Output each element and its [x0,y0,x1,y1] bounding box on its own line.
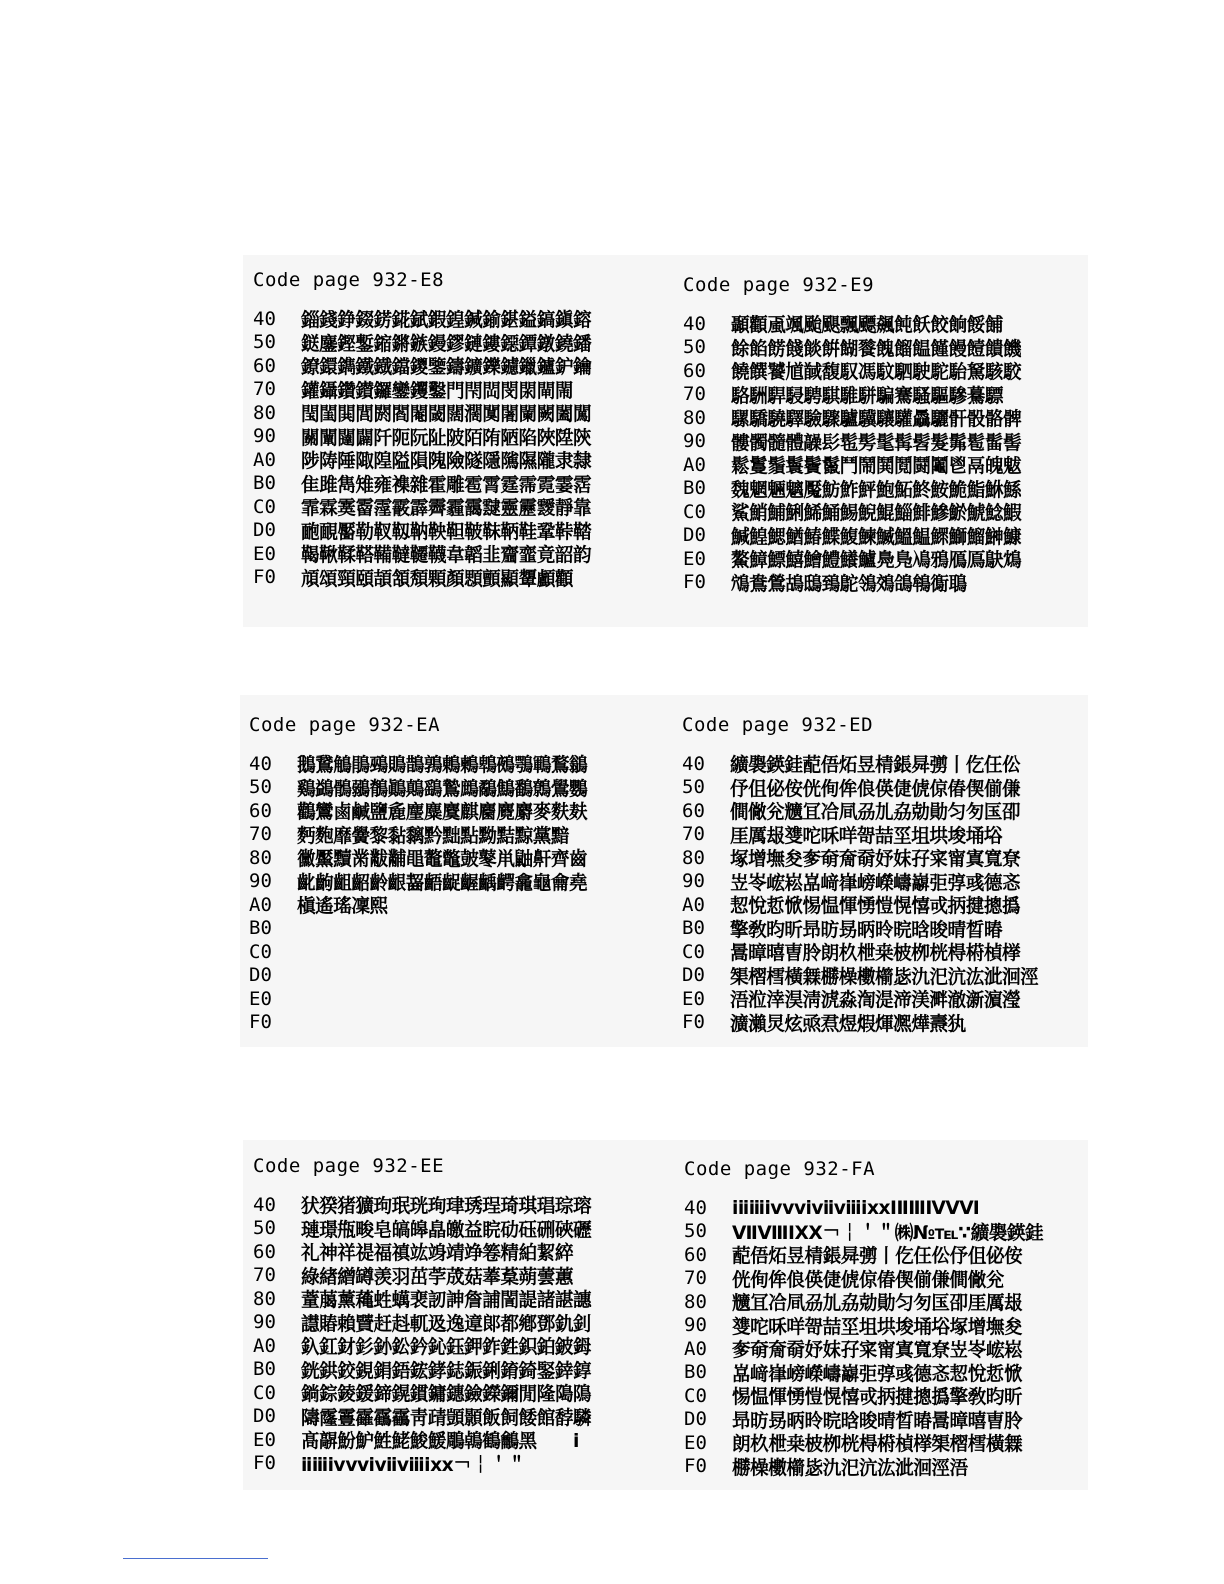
row-chars: ⅦⅧⅨⅩ￢￤＇＂㈱№℡∵纊褜鍈銈 [732,1221,1044,1244]
row-code: 90 [249,870,272,893]
row-chars: 塚增墲夋奓奛奝奣妤妺孖寀甯寘寬尞 [730,848,1021,871]
row-chars: 嵓﨑嵂嵭嶸嶹巐弡弴彧德忞恝悅悊惞 [732,1362,1023,1385]
row-code: 90 [253,425,276,448]
row-code: E0 [253,1428,276,1451]
table-row [683,312,1103,336]
panel-title: Code page 932-E9 [683,274,875,296]
table-row [249,987,669,1011]
table-row [253,448,673,472]
row-chars: 擎敎昀昕昻昉昮昞昤晥晗晙晴晳暙 [730,918,1002,941]
row-chars: 纊褜鍈銈蓜俉炻昱棈鋹曻彅丨仡仼伀 [730,754,1021,777]
table-row [684,1361,1104,1385]
table-row [253,472,673,496]
row-code: 40 [253,307,276,330]
table-row [683,571,1103,595]
table-row [249,752,669,776]
table-row [253,1217,673,1241]
row-chars: 駱駲駻駸騁騏騅駢騙騫騷驅驂驀驃 [731,384,1003,407]
table-row [249,823,669,847]
table-row [253,378,673,402]
row-chars: 惕愠惲愑愷愰憘戓抦揵摠撝擎敎昀昕 [732,1386,1023,1409]
row-chars: 橳橾櫢櫤毖氿汜沆汯泚洄涇浯 [732,1456,968,1479]
row-code: C0 [683,500,706,523]
row-chars: 暠暲暿曺朎朗杦枻桒柀栁桄棏﨓楨﨔 [730,942,1021,965]
row-code: 40 [682,752,705,775]
table-row [253,519,673,543]
row-chars: 譿賰賴贒赶﨣軏﨤逸遧郞都鄕鄧釚釗 [301,1312,592,1335]
table-row [253,495,673,519]
table-row [683,477,1103,501]
row-code: E0 [683,547,706,570]
row-chars: 鞨鞦鞣鞳鞴韃韆韈韋韜韭齏韲竟韶韵 [301,544,592,567]
panel-title: Code page 932-ED [682,714,874,736]
table-row [249,964,669,988]
row-chars: 伃伹佖侒侊侚侔俍偀倢俿倞偆偰偂傔 [730,777,1021,800]
row-code: C0 [253,495,276,518]
table-row [684,1290,1104,1314]
row-chars: 銧鉷鉸鋧鋗鋙鋐﨧鋕鋠鋓錥錡鋻﨨錞 [301,1359,592,1382]
table-row [253,1287,673,1311]
table-row [253,354,673,378]
row-code: E0 [249,987,272,1010]
row-chars: 浯涖涬淏淸淲淼渹湜渧渼溿澈澵濵瀅 [730,989,1021,1012]
table-row [253,1311,673,1335]
row-chars: 犾猤猪獷玽珉珖珣珒琇珵琦琪琩琮瑢 [301,1195,592,1218]
row-code: 50 [253,1217,276,1240]
table-row [253,1428,673,1452]
row-code: 70 [683,383,706,406]
footnote-divider [123,1558,268,1559]
row-code: 60 [683,359,706,382]
table-row [253,1452,673,1476]
table-row [684,1314,1104,1338]
row-code: 70 [684,1267,707,1290]
row-code: A0 [682,893,705,916]
row-chars: 齔齣齟齠齡齦齧齬齪齷齲齶龕龜龠堯 [297,871,588,894]
panel-title: Code page 932-EA [249,714,441,736]
row-chars: 隯霳霻靃靍靏靑靕顗顥飯飼餧館馞驎 [301,1406,592,1429]
row-chars: 﨎咜咊咩哿喆坙坥垬埈埇﨏塚增墲夋 [732,1315,1023,1338]
row-chars: 鰲鱆鰾鱚鱠鱧鱶鱸鳧鳬鳰鴉鴈鳫鴃鴆 [731,549,1022,572]
row-chars: 鵝鵞鵤鵑鵐鵙鵲鶉鶇鶫鵯鵺鶚鶤鶩鶲 [297,754,588,777]
table-row [682,940,1102,964]
row-code: 80 [683,406,706,429]
table-row [249,893,669,917]
table-row [253,331,673,355]
row-chars: 騾驕驍驛驗驟驢驥驤驩驫驪骭骰骼髀 [731,408,1022,431]
row-chars: 鰔鰉鰓鰌鰆鰈鰒鰊鰄鰮鰛鰥鰤鰡鰰鱇 [731,525,1022,548]
row-chars: 黴黶黷黹黻黼黽鼇鼈皷鼕鼡鼬鼾齊齒 [297,848,588,871]
table-row [684,1196,1104,1220]
row-code: B0 [682,917,705,940]
row-code: A0 [253,448,276,471]
row-code: 80 [253,401,276,424]
row-chars: 饒饌饕馗馘馥馭馮馼駟駛駝駘駑駭駮 [731,361,1022,384]
row-code: 90 [253,1311,276,1334]
row-chars: 槇遙瑤凜熙 [297,895,388,918]
row-chars: 閠閨閧閭閼閻閹閾闊濶闃闍闌闕闔闖 [301,403,592,426]
row-code: E0 [684,1431,707,1454]
row-chars: ⅱⅲⅳⅴⅵⅶⅷⅸⅹ￢￤＇＂ [301,1453,526,1476]
row-chars: 鎹鏖鏗鏨鏥鏘鏃鏝鏐鏈鏤鐚鐔鐓鐃鐇 [301,332,592,355]
row-chars: 魏魍魎魑魘魴鮓鮃鮑鮖鮗鮟鮠鮨鮴鯀 [731,478,1022,501]
row-code: 80 [684,1290,707,1313]
row-code: F0 [682,1011,705,1034]
row-code: A0 [684,1337,707,1360]
row-chars: 關闡闥闢阡阨阮阯陂陌陏陋陷陜陞陝 [301,426,592,449]
row-code: D0 [253,1405,276,1428]
panel-title: Code page 932-E8 [253,269,445,291]
row-code: F0 [249,1011,272,1034]
table-row [684,1408,1104,1432]
table-row [249,940,669,964]
table-row [682,964,1102,988]
row-chars: 釞釭釮釤釥鈆鈐鈊鈺鉀鈼鉎鉙鉑鈹鉧 [301,1336,592,1359]
row-chars: 顳顴颪颯颱颶飄飃飆飩飫餃餉餒餔 [731,314,1003,337]
table-row [683,406,1103,430]
row-code: D0 [683,524,706,547]
row-chars: 昻昉昮昞昤晥晗晙晴晳暙暠暲暿曺朎 [732,1409,1023,1432]
row-chars: 綠緖繒罇羡羽茁荢荿菇菶葈蒴蕓蕙 [301,1265,573,1288]
row-code: 60 [682,799,705,822]
row-chars: 瀇瀨炅炫焏焄煜煆煇凞燁燾犱 [730,1012,966,1035]
table-row [683,430,1103,454]
row-chars: 岦岺峵崧嵓﨑嵂嵭嶸嶹巐弡弴彧德忞 [730,871,1021,894]
row-code: 70 [249,823,272,846]
table-row [684,1243,1104,1267]
row-chars: 鯊鮹鯆鯏鯑鯒鯣鯢鯤鯔鯡鰺鯲鯱鯰鰕 [731,502,1022,525]
row-chars: 錙錢錚錣錺錵錻鍜鍠鍼鍮鍖鎰鎬鎭鎔 [301,309,592,332]
table-row [253,1264,673,1288]
table-row [683,359,1103,383]
row-chars: 璉璟甁畯皂皜皞皛皦益睆劯砡硎硤礰 [301,1218,592,1241]
table-row [682,893,1102,917]
row-chars: 朗杦枻桒柀栁桄棏﨓楨﨔榘槢樰橫橆 [732,1433,1023,1456]
table-row [683,524,1103,548]
row-code: A0 [683,453,706,476]
panel-title: Code page 932-FA [684,1158,876,1180]
table-row [684,1337,1104,1361]
table-row [253,1193,673,1217]
table-row [249,846,669,870]
row-code: D0 [682,964,705,987]
row-chars: 鋿錝錂鍰鍗鎤鏆鏞鏸鐱鑅鑈閒隆﨩隝 [301,1383,592,1406]
row-code: 80 [253,1287,276,1310]
table-row [682,1011,1102,1035]
row-code: F0 [253,566,276,589]
row-code: D0 [684,1408,707,1431]
row-code: 40 [253,1193,276,1216]
table-row [253,307,673,331]
table-row [682,776,1102,800]
row-code: 80 [682,846,705,869]
row-chars: ⅰⅱⅲⅳⅴⅵⅶⅷⅸⅹⅠⅡⅢⅣⅤⅥ [732,1196,980,1219]
row-chars: 頏頌頸頤頡頷頽顆顏顋顫顯顰顱顴 [301,567,573,590]
table-row [253,1381,673,1405]
table-row [682,752,1102,776]
row-chars: 鴪鴦鶯鴣鴟鵄鴕鴒鵁鴿鴾鵆鵈 [731,572,967,595]
row-code: 50 [684,1220,707,1243]
row-code: D0 [253,519,276,542]
row-code: B0 [683,477,706,500]
table-row [253,1405,673,1429]
row-code: 50 [682,776,705,799]
row-code: E0 [253,542,276,565]
table-row [249,1011,669,1035]
code-page-panel-ee [253,1153,673,1475]
table-row [253,1240,673,1264]
row-code: C0 [682,940,705,963]
table-row [684,1384,1104,1408]
row-code: B0 [684,1361,707,1384]
table-row [682,846,1102,870]
row-chars: 鐐鐶鐫鐵鐡鐺鑁鑒鑄鑛鑠鑢鑞鑪鈩鑰 [301,356,592,379]
row-chars: 鸛鸞鹵鹹鹽麁麈麋麌麒麕麑麝麥麩麸 [297,801,588,824]
row-chars: 恝悅悊惞惕愠惲愑愷愰憘戓抦揵摠撝 [730,895,1021,918]
row-code: B0 [253,472,276,495]
table-row [682,799,1102,823]
row-code: 90 [682,870,705,893]
code-page-panel-ed [682,712,1102,1034]
table-row [684,1431,1104,1455]
table-row [682,823,1102,847]
table-row [683,453,1103,477]
row-code: D0 [249,964,272,987]
row-chars: 兤冝冾凬刕劜劦勀勛匀匇匤卲厓厲叝 [732,1292,1023,1315]
row-code: 70 [682,823,705,846]
row-chars: 僴僘兊兤冝冾凬刕劜劦勀勛匀匇匤卲 [730,801,1021,824]
row-code: 60 [684,1243,707,1266]
row-chars: 隹雎雋雉雍襍雜霍雕雹霄霆霈霓霎霑 [301,473,592,496]
row-chars: 髏髑髓體髞髟髢髣髦髯髫髮髴髱髷髻 [731,431,1022,454]
row-code: 40 [249,752,272,775]
row-chars: 礼神祥禔福禛竑竧靖竫箞精絈絜綷 [301,1242,573,1265]
row-chars: 鷄鷁鶻鶸鶺鷆鷏鷂鷙鷓鷸鷦鷭鷯鷽鸚 [297,777,588,800]
row-chars: 陟陦陲陬隍隘隕隗險隧隱隲隰隴隶隸 [301,450,592,473]
row-code: F0 [683,571,706,594]
row-chars: 霏霖霙霤霪霰霹霽霾靄靆靈靂靉靜靠 [301,497,592,520]
row-chars: 榘槢樰橫橆橳橾櫢櫤毖氿汜沆汯泚洄涇 [730,965,1039,988]
code-page-panel-e8 [253,267,673,589]
row-code: 70 [253,378,276,401]
table-row [683,336,1103,360]
table-row [253,425,673,449]
row-chars: 蓜俉炻昱棈鋹曻彅丨仡仼伀伃伹佖侒 [732,1245,1023,1268]
row-code: 50 [253,331,276,354]
row-code: C0 [253,1381,276,1404]
code-page-panel-fa [684,1156,1104,1478]
table-row [683,383,1103,407]
row-code: 40 [684,1196,707,1219]
row-code: 50 [683,336,706,359]
table-row [682,917,1102,941]
row-chars: 侊侚侔俍偀倢俿倞偆偰偂傔僴僘兊 [732,1268,1004,1291]
table-row [683,547,1103,571]
row-code: E0 [682,987,705,1010]
row-code: 60 [253,354,276,377]
table-row [253,566,673,590]
table-row [249,917,669,941]
row-chars: 髙髜魵魲鮏鮱鮻鰀鵰鵫鶴鸙黑 ⅰ [301,1430,579,1453]
row-chars: 鑵鑷鑽鑚鑼鑾钁鑿門閇閊閔閖閘閙 [301,379,573,402]
table-row [684,1267,1104,1291]
row-code: F0 [253,1452,276,1475]
row-chars: 麪麭靡黌黎黏黐黔黜點黝黠黥黨黯 [297,824,569,847]
table-row [683,500,1103,524]
table-row [253,1358,673,1382]
row-code: 60 [253,1240,276,1263]
row-code: 90 [683,430,706,453]
row-chars: 厓厲叝﨎咜咊咩哿喆坙坥垬埈埇﨏 [730,824,1002,847]
table-row [249,799,669,823]
table-row [253,1334,673,1358]
table-row [682,870,1102,894]
row-code: A0 [249,893,272,916]
code-page-panel-e9 [683,272,1103,594]
row-chars: 靤靦靨勒靫靱靹鞅靼鞁靺鞆鞋鞏鞐鞜 [301,520,592,543]
row-code: A0 [253,1334,276,1357]
row-chars: 奓奛奝奣妤妺孖寀甯寘寬尞岦岺峵崧 [732,1339,1023,1362]
row-code: 90 [684,1314,707,1337]
row-code: 50 [249,776,272,799]
row-code: 80 [249,846,272,869]
row-code: C0 [249,940,272,963]
row-code: C0 [684,1384,707,1407]
table-row [682,987,1102,1011]
row-chars: 蕫﨟薰蘒﨡蠇裵訒訷詹誧誾諟諸諶譓 [301,1289,592,1312]
table-row [684,1455,1104,1479]
table-row [249,776,669,800]
table-row [253,542,673,566]
row-code: 60 [249,799,272,822]
row-code: B0 [253,1358,276,1381]
table-row [253,401,673,425]
row-chars: 鬆鬘鬚鬟鬢鬣鬥鬧鬨鬩鬪鬮鬯鬲魄魃 [731,455,1022,478]
code-page-panel-ea [249,712,669,1034]
row-code: 40 [683,312,706,335]
panel-title: Code page 932-EE [253,1155,445,1177]
row-code: 70 [253,1264,276,1287]
row-code: B0 [249,917,272,940]
row-code: F0 [684,1455,707,1478]
row-chars: 餘餡餝餞餤餠餬餮餽餾饂饉饅饐饋饑 [731,337,1022,360]
table-row [249,870,669,894]
table-row [684,1220,1104,1244]
